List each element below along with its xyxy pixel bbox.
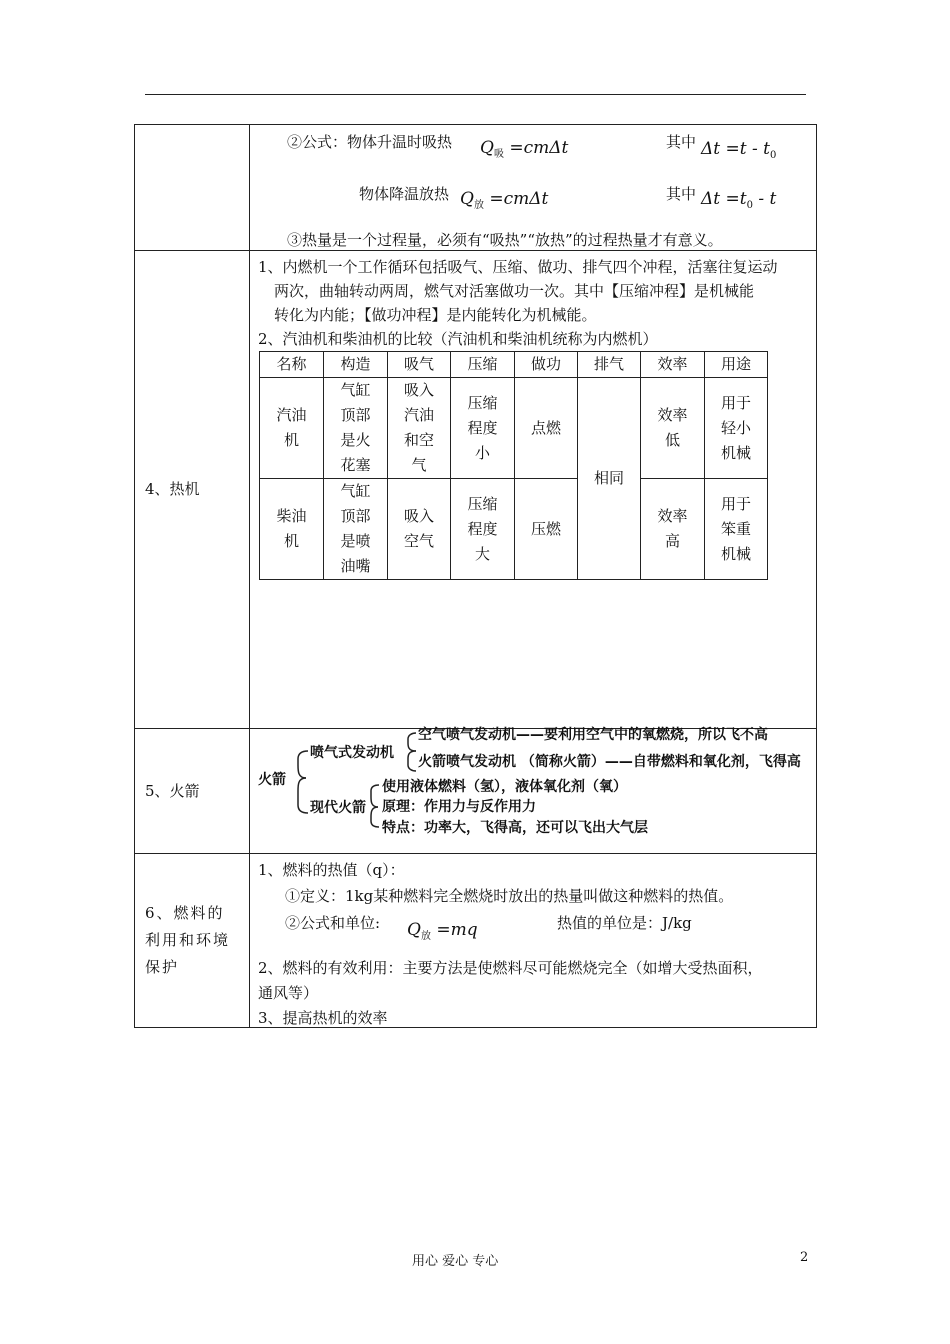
delta-up-formula: $\Delta t =t - t_0$: [701, 139, 777, 161]
table-cell: 吸入空气: [388, 479, 451, 580]
air-jet-engine: 空气喷气发动机——要利用空气中的氧燃烧，所以飞不高: [418, 727, 768, 743]
fuel-unit: 热值的单位是：J/kg: [557, 914, 692, 932]
fuel-formula-label: ②公式和单位:: [285, 914, 381, 932]
table-cell-merged: 相同: [578, 378, 641, 580]
engine-para-1b: 两次，曲轴转动两周，燃气对活塞做功一次。其中【压缩冲程】是机械能: [274, 282, 755, 300]
header-cell: 做功: [515, 352, 578, 378]
fuel-efficient-use: 2、燃料的有效利用：主要方法是使燃料尽可能燃烧完全（如增大受热面积，: [258, 959, 763, 977]
header-rule: [145, 94, 806, 95]
rocket-jet-engine: 火箭喷气发动机 （简称火箭）——自带燃料和氧化剂，飞得高: [418, 754, 801, 770]
header-cell: 构造: [324, 352, 388, 378]
jet-engine: 喷气式发动机: [310, 745, 394, 761]
header-cell: 吸气: [388, 352, 451, 378]
heat-release-formula: $Q_放 =cm\Delta t$: [460, 189, 549, 211]
row-label-heat-engine: 4、热机: [135, 251, 250, 729]
table-row-diesel: [260, 479, 768, 580]
row-label-empty: [135, 125, 250, 251]
row-label-fuel: 6、燃料的利用和环境保护: [135, 854, 250, 1028]
row-rocket: [135, 729, 817, 854]
modern-rocket: 现代火箭: [310, 800, 366, 816]
notes-table: [134, 124, 817, 1028]
fuel-formula: $Q_放 =mq$: [407, 920, 478, 942]
engine-para-1a: 1、内燃机一个工作循环包括吸气、压缩、做功、排气四个冲程，活塞往复运动: [258, 258, 778, 276]
header-cell: 效率: [641, 352, 705, 378]
table-cell: 吸入汽油和空气: [388, 378, 451, 479]
formula-label: ②公式：物体升温时吸热: [287, 133, 453, 151]
header-cell: 压缩: [451, 352, 515, 378]
table-cell: 压缩程度小: [451, 378, 515, 479]
fuel-efficient-use-cont: 通风等）: [258, 984, 319, 1002]
page-number: 2: [800, 1250, 809, 1265]
table-row-gasoline: [260, 378, 768, 479]
table-cell: 气缸顶部是喷油嘴: [324, 479, 388, 580]
table-header-row: [260, 352, 768, 378]
engine-para-1c: 转化为内能；【做功冲程】是内能转化为机械能。: [274, 306, 597, 324]
engine-efficiency: 3、提高热机的效率: [258, 1009, 388, 1027]
header-cell: 排气: [578, 352, 641, 378]
engine-comparison-table: [259, 351, 768, 580]
heat-absorb-formula: $Q_吸 =cm\Delta t$: [480, 138, 569, 160]
table-cell: 气缸顶部是火花塞: [324, 378, 388, 479]
table-cell: 用于笨重机械: [705, 479, 768, 580]
table-cell: 柴油机: [260, 479, 324, 580]
header-cell: 用途: [705, 352, 768, 378]
rocket-diagram: [258, 729, 806, 837]
fuel-heat-value-title: 1、燃料的热值（q）：: [258, 861, 405, 879]
rocket-root: 火箭: [258, 772, 286, 788]
table-cell: 用于轻小机械: [705, 378, 768, 479]
delta-down-formula: $\Delta t =t_0 - t$: [701, 189, 777, 211]
cool-label: 物体降温放热: [359, 185, 450, 203]
rocket-principle: 原理：作用力与反作用力: [382, 799, 536, 815]
table-cell: 效率低: [641, 378, 705, 479]
engine-para-2: 2、汽油机和柴油机的比较（汽油机和柴油机统称为内燃机）: [258, 330, 658, 348]
table-cell: 压缩程度大: [451, 479, 515, 580]
qizhong-label: 其中: [666, 133, 697, 151]
table-cell: 汽油机: [260, 378, 324, 479]
rocket-fuel: 使用液体燃料（氢），液体氧化剂（氧）: [382, 779, 627, 795]
row-heat-engine: [135, 251, 817, 729]
rocket-features: 特点：功率大，飞得高，还可以飞出大气层: [382, 820, 648, 836]
footer-motto: 用心 爱心 专心: [412, 1254, 499, 1269]
fuel-definition: ①定义：1kg某种燃料完全燃烧时放出的热量叫做这种燃料的热值。: [285, 887, 734, 905]
row-label-rocket: 5、火箭: [135, 729, 250, 854]
table-cell: 效率高: [641, 479, 705, 580]
header-cell: 名称: [260, 352, 324, 378]
row-heat-formula: [135, 125, 817, 251]
table-cell: 压燃: [515, 479, 578, 580]
row-fuel: [135, 854, 817, 1028]
heat-note: ③热量是一个过程量，必须有“吸热”“放热”的过程热量才有意义。: [287, 231, 723, 249]
qizhong-label-2: 其中: [666, 185, 697, 203]
table-cell: 点燃: [515, 378, 578, 479]
